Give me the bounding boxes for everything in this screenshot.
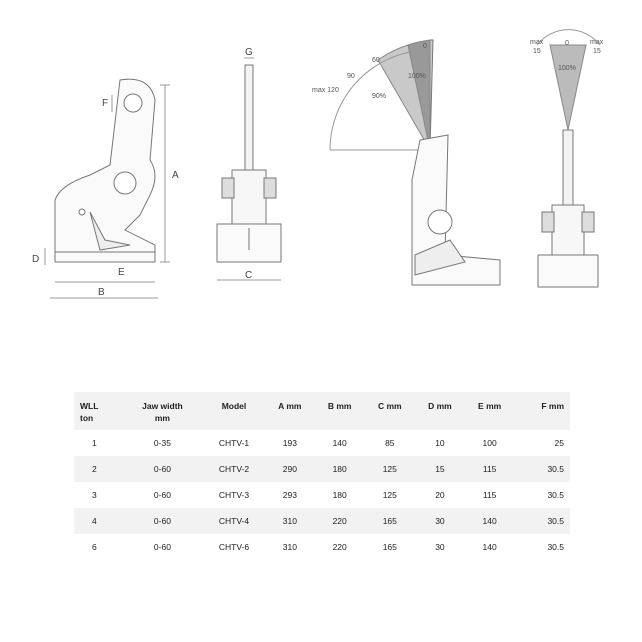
cell-d: 20 [435, 490, 445, 500]
cell-e: 115 [482, 464, 497, 474]
cell-f: 25 [554, 438, 564, 448]
header-e: E mm [478, 401, 502, 411]
table-row [74, 508, 570, 534]
angle-max120-label: max 120 [312, 87, 339, 94]
cell-d: 30 [435, 516, 445, 526]
table-row [74, 534, 570, 560]
side-angle-zero-label: 0 [565, 40, 569, 47]
cell-wll: 2 [92, 464, 97, 474]
header-c: C mm [377, 401, 402, 411]
side-angle-left-label: 15 [533, 48, 541, 55]
cell-model: CHTV-2 [218, 464, 250, 474]
table-row [74, 482, 570, 508]
header-model: Model [221, 401, 247, 411]
cell-f: 30.5 [547, 490, 564, 500]
specification-table [74, 392, 570, 560]
cell-e: 100 [482, 438, 497, 448]
cell-c: 165 [382, 516, 397, 526]
side-angle-right-label: 15 [593, 48, 601, 55]
cell-b: 180 [332, 464, 347, 474]
dim-a-label: A [172, 170, 179, 181]
dim-b-label: B [98, 287, 105, 298]
header-a: A mm [278, 401, 302, 411]
cell-model: CHTV-6 [218, 542, 250, 552]
header-d: D mm [428, 401, 452, 411]
cell-f: 30.5 [547, 464, 564, 474]
cell-wll: 3 [92, 490, 97, 500]
cell-jaw-width: 0-60 [153, 490, 171, 500]
cell-f: 30.5 [547, 542, 564, 552]
header-f: F mm [541, 401, 564, 411]
cell-jaw-width: 0-60 [153, 464, 171, 474]
cell-c: 125 [382, 464, 397, 474]
cell-d: 30 [435, 542, 445, 552]
side-angle-max-right-label: max [590, 39, 604, 46]
cell-d: 15 [435, 464, 445, 474]
side-angle-100pct-label: 100% [558, 65, 576, 72]
cell-e: 140 [482, 516, 497, 526]
table-header-row [74, 392, 570, 430]
cell-b: 140 [332, 438, 347, 448]
cell-b: 180 [332, 490, 347, 500]
cell-a: 193 [282, 438, 297, 448]
dim-c-label: C [245, 270, 253, 281]
clamp-side-view [45, 79, 170, 298]
cell-d: 10 [435, 438, 445, 448]
cell-jaw-width: 0-60 [153, 542, 171, 552]
cell-f: 30.5 [547, 516, 564, 526]
dim-f-label: F [102, 98, 109, 109]
clamp-front-view [217, 58, 281, 280]
cell-jaw-width: 0-35 [153, 438, 171, 448]
cell-model: CHTV-4 [218, 516, 250, 526]
cell-wll: 4 [92, 516, 97, 526]
dim-g-label: G [245, 47, 253, 58]
table-row [74, 430, 570, 456]
dim-e-label: E [118, 267, 125, 278]
angle-100pct-label: 100% [408, 73, 426, 80]
angle-90-label: 90 [347, 73, 355, 80]
cell-b: 220 [332, 542, 347, 552]
cell-c: 85 [385, 438, 395, 448]
cell-c: 165 [382, 542, 397, 552]
header-wll: WLL ton [80, 401, 99, 423]
cell-e: 140 [482, 542, 497, 552]
side-angle-max-left-label: max [530, 39, 544, 46]
cell-e: 115 [482, 490, 497, 500]
cell-a: 310 [282, 516, 297, 526]
angle-60-label: 60 [372, 57, 380, 64]
header-jaw-width: Jaw width mm [142, 401, 183, 423]
table-row [74, 456, 570, 482]
angle-90pct-label: 90% [372, 93, 387, 100]
cell-b: 220 [332, 516, 347, 526]
cell-wll: 1 [92, 438, 97, 448]
header-b: B mm [327, 401, 352, 411]
cell-c: 125 [382, 490, 397, 500]
cell-model: CHTV-1 [218, 438, 250, 448]
dim-d-label: D [32, 254, 40, 265]
cell-model: CHTV-3 [218, 490, 250, 500]
cell-jaw-width: 0-60 [153, 516, 171, 526]
cell-wll: 6 [92, 542, 97, 552]
cell-a: 293 [282, 490, 297, 500]
cell-a: 310 [282, 542, 297, 552]
angle-zero-label: 0 [423, 43, 427, 50]
cell-a: 290 [282, 464, 297, 474]
